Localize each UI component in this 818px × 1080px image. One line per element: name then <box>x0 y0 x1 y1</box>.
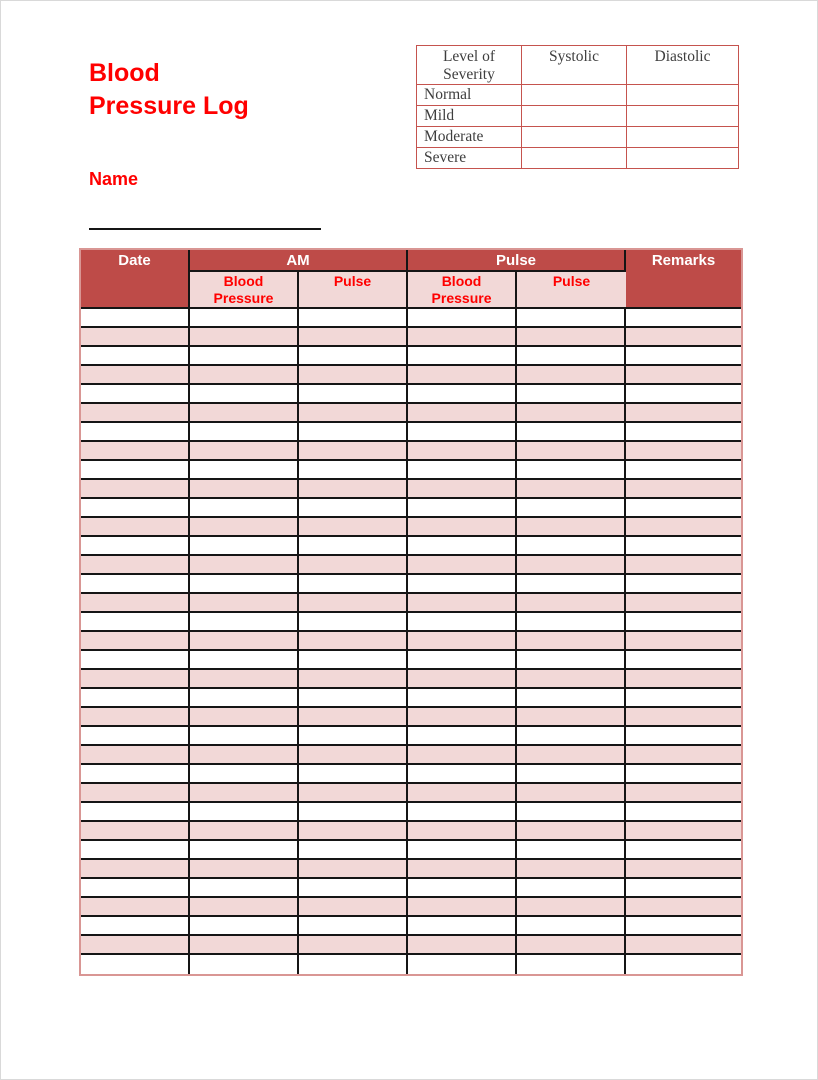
col-header-pulse-group: Pulse <box>408 250 626 272</box>
log-cell-date[interactable] <box>81 917 190 936</box>
log-row <box>81 765 741 784</box>
log-cell-am-pulse[interactable] <box>299 537 408 556</box>
log-cell-pulse-blood-pressure[interactable] <box>408 480 517 499</box>
log-cell-date[interactable] <box>81 784 190 803</box>
log-cell-am-pulse[interactable] <box>299 632 408 651</box>
log-cell-am-blood-pressure[interactable] <box>190 936 299 955</box>
severity-diastolic-cell[interactable] <box>627 127 739 148</box>
log-cell-am-blood-pressure[interactable] <box>190 442 299 461</box>
log-cell-remarks[interactable] <box>626 651 741 670</box>
log-cell-am-blood-pressure[interactable] <box>190 594 299 613</box>
col-subheader-am-pulse <box>299 272 408 309</box>
log-cell-pulse-blood-pressure[interactable] <box>408 879 517 898</box>
log-row <box>81 803 741 822</box>
log-cell-am-pulse[interactable] <box>299 594 408 613</box>
log-cell-remarks[interactable] <box>626 841 741 860</box>
log-cell-pulse-blood-pressure[interactable] <box>408 556 517 575</box>
log-cell-am-blood-pressure[interactable] <box>190 347 299 366</box>
log-cell-pulse-blood-pressure[interactable] <box>408 651 517 670</box>
log-cell-am-blood-pressure[interactable] <box>190 480 299 499</box>
log-cell-date[interactable] <box>81 651 190 670</box>
log-cell-am-blood-pressure[interactable] <box>190 879 299 898</box>
log-cell-am-blood-pressure[interactable] <box>190 499 299 518</box>
log-cell-pulse-blood-pressure[interactable] <box>408 632 517 651</box>
log-cell-am-blood-pressure[interactable] <box>190 727 299 746</box>
log-cell-am-pulse[interactable] <box>299 689 408 708</box>
col-header-remarks: Remarks <box>626 250 741 309</box>
log-cell-remarks[interactable] <box>626 347 741 366</box>
log-cell-remarks[interactable] <box>626 822 741 841</box>
col-header-date: Date <box>81 250 190 309</box>
log-cell-am-pulse[interactable] <box>299 860 408 879</box>
severity-header-level: Level of Severity <box>417 46 522 85</box>
log-cell-pulse-pulse[interactable] <box>517 651 626 670</box>
log-cell-am-pulse[interactable] <box>299 575 408 594</box>
log-cell-pulse-blood-pressure[interactable] <box>408 708 517 727</box>
log-cell-date[interactable] <box>81 632 190 651</box>
log-cell-pulse-pulse[interactable] <box>517 841 626 860</box>
log-header-row-groups <box>81 250 741 272</box>
log-cell-am-pulse[interactable] <box>299 917 408 936</box>
log-row <box>81 879 741 898</box>
log-cell-pulse-blood-pressure[interactable] <box>408 746 517 765</box>
bp-log-table <box>79 248 743 976</box>
log-cell-remarks[interactable] <box>626 613 741 632</box>
log-row <box>81 347 741 366</box>
log-cell-am-blood-pressure[interactable] <box>190 556 299 575</box>
severity-systolic-cell[interactable] <box>522 148 627 169</box>
log-cell-am-pulse[interactable] <box>299 727 408 746</box>
log-cell-remarks[interactable] <box>626 765 741 784</box>
log-cell-pulse-pulse[interactable] <box>517 575 626 594</box>
log-cell-am-blood-pressure[interactable] <box>190 518 299 537</box>
log-cell-pulse-blood-pressure[interactable] <box>408 575 517 594</box>
log-row <box>81 480 741 499</box>
log-cell-am-pulse[interactable] <box>299 347 408 366</box>
log-cell-am-pulse[interactable] <box>299 442 408 461</box>
log-row <box>81 708 741 727</box>
log-row <box>81 575 741 594</box>
log-cell-remarks[interactable] <box>626 575 741 594</box>
log-row <box>81 309 741 328</box>
severity-level-label: Normal <box>417 85 522 106</box>
log-row <box>81 917 741 936</box>
log-cell-pulse-pulse[interactable] <box>517 518 626 537</box>
log-cell-pulse-blood-pressure[interactable] <box>408 765 517 784</box>
name-input-line[interactable] <box>89 208 321 230</box>
log-cell-am-blood-pressure[interactable] <box>190 917 299 936</box>
log-row <box>81 784 741 803</box>
log-cell-remarks[interactable] <box>626 784 741 803</box>
log-cell-pulse-blood-pressure[interactable] <box>408 423 517 442</box>
log-cell-am-pulse[interactable] <box>299 955 408 974</box>
log-cell-remarks[interactable] <box>626 803 741 822</box>
log-row <box>81 841 741 860</box>
log-cell-pulse-blood-pressure[interactable] <box>408 860 517 879</box>
log-cell-remarks[interactable] <box>626 385 741 404</box>
log-cell-pulse-pulse[interactable] <box>517 822 626 841</box>
log-cell-pulse-pulse[interactable] <box>517 404 626 423</box>
page-title-line1: Blood <box>89 59 160 87</box>
log-row <box>81 537 741 556</box>
log-cell-pulse-blood-pressure[interactable] <box>408 309 517 328</box>
log-cell-am-pulse[interactable] <box>299 461 408 480</box>
log-cell-pulse-pulse[interactable] <box>517 594 626 613</box>
log-cell-date[interactable] <box>81 898 190 917</box>
log-row <box>81 594 741 613</box>
col-header-am: AM <box>190 250 408 272</box>
log-cell-am-blood-pressure[interactable] <box>190 537 299 556</box>
log-cell-am-pulse[interactable] <box>299 366 408 385</box>
log-cell-remarks[interactable] <box>626 708 741 727</box>
log-cell-pulse-blood-pressure[interactable] <box>408 936 517 955</box>
severity-row-mild <box>417 106 739 127</box>
log-cell-pulse-blood-pressure[interactable] <box>408 784 517 803</box>
log-cell-date[interactable] <box>81 670 190 689</box>
log-cell-date[interactable] <box>81 689 190 708</box>
log-cell-am-blood-pressure[interactable] <box>190 613 299 632</box>
log-cell-date[interactable] <box>81 746 190 765</box>
log-cell-am-blood-pressure[interactable] <box>190 309 299 328</box>
log-cell-remarks[interactable] <box>626 898 741 917</box>
log-row <box>81 860 741 879</box>
log-cell-date[interactable] <box>81 822 190 841</box>
log-cell-date[interactable] <box>81 955 190 974</box>
log-cell-pulse-pulse[interactable] <box>517 385 626 404</box>
log-row <box>81 898 741 917</box>
log-cell-pulse-pulse[interactable] <box>517 347 626 366</box>
log-cell-pulse-pulse[interactable] <box>517 784 626 803</box>
log-cell-pulse-blood-pressure[interactable] <box>408 594 517 613</box>
log-row <box>81 404 741 423</box>
log-cell-pulse-pulse[interactable] <box>517 898 626 917</box>
log-cell-pulse-pulse[interactable] <box>517 955 626 974</box>
severity-diastolic-cell[interactable] <box>627 148 739 169</box>
log-cell-pulse-pulse[interactable] <box>517 423 626 442</box>
log-cell-pulse-pulse[interactable] <box>517 366 626 385</box>
log-cell-date[interactable] <box>81 594 190 613</box>
log-cell-date[interactable] <box>81 480 190 499</box>
log-cell-date[interactable] <box>81 613 190 632</box>
log-cell-pulse-pulse[interactable] <box>517 708 626 727</box>
log-row <box>81 328 741 347</box>
log-cell-am-blood-pressure[interactable] <box>190 708 299 727</box>
log-cell-pulse-blood-pressure[interactable] <box>408 613 517 632</box>
log-cell-pulse-pulse[interactable] <box>517 537 626 556</box>
log-row <box>81 955 741 974</box>
log-cell-am-pulse[interactable] <box>299 309 408 328</box>
log-cell-pulse-pulse[interactable] <box>517 936 626 955</box>
log-cell-pulse-blood-pressure[interactable] <box>408 803 517 822</box>
log-cell-remarks[interactable] <box>626 461 741 480</box>
log-cell-am-blood-pressure[interactable] <box>190 898 299 917</box>
log-cell-pulse-blood-pressure[interactable] <box>408 385 517 404</box>
log-cell-pulse-pulse[interactable] <box>517 746 626 765</box>
log-cell-am-pulse[interactable] <box>299 708 408 727</box>
log-cell-pulse-pulse[interactable] <box>517 556 626 575</box>
log-cell-remarks[interactable] <box>626 689 741 708</box>
log-cell-remarks[interactable] <box>626 499 741 518</box>
log-cell-pulse-pulse[interactable] <box>517 879 626 898</box>
log-cell-am-pulse[interactable] <box>299 822 408 841</box>
log-row <box>81 385 741 404</box>
log-cell-date[interactable] <box>81 442 190 461</box>
log-cell-remarks[interactable] <box>626 727 741 746</box>
log-cell-remarks[interactable] <box>626 537 741 556</box>
log-cell-am-pulse[interactable] <box>299 480 408 499</box>
log-cell-remarks[interactable] <box>626 594 741 613</box>
log-cell-pulse-blood-pressure[interactable] <box>408 366 517 385</box>
log-cell-am-pulse[interactable] <box>299 328 408 347</box>
log-cell-remarks[interactable] <box>626 632 741 651</box>
log-cell-am-blood-pressure[interactable] <box>190 670 299 689</box>
log-cell-pulse-blood-pressure[interactable] <box>408 518 517 537</box>
log-cell-remarks[interactable] <box>626 936 741 955</box>
log-cell-date[interactable] <box>81 803 190 822</box>
severity-systolic-cell[interactable] <box>522 106 627 127</box>
log-row <box>81 727 741 746</box>
log-cell-am-blood-pressure[interactable] <box>190 765 299 784</box>
log-table-body <box>81 309 741 974</box>
severity-systolic-cell[interactable] <box>522 127 627 148</box>
log-row <box>81 670 741 689</box>
log-cell-date[interactable] <box>81 708 190 727</box>
log-cell-pulse-blood-pressure[interactable] <box>408 955 517 974</box>
log-row <box>81 461 741 480</box>
log-cell-remarks[interactable] <box>626 746 741 765</box>
log-cell-date[interactable] <box>81 841 190 860</box>
log-cell-remarks[interactable] <box>626 480 741 499</box>
log-cell-am-pulse[interactable] <box>299 404 408 423</box>
log-cell-pulse-blood-pressure[interactable] <box>408 328 517 347</box>
severity-row-moderate <box>417 127 739 148</box>
log-row <box>81 936 741 955</box>
col-subheader-pulse-pulse <box>517 272 626 309</box>
severity-row-normal <box>417 85 739 106</box>
log-cell-date[interactable] <box>81 423 190 442</box>
log-cell-remarks[interactable] <box>626 518 741 537</box>
log-cell-am-blood-pressure[interactable] <box>190 632 299 651</box>
severity-table <box>416 45 739 169</box>
log-cell-pulse-pulse[interactable] <box>517 689 626 708</box>
subheader-label: Blood Pressure <box>431 273 492 306</box>
log-cell-pulse-blood-pressure[interactable] <box>408 347 517 366</box>
log-cell-pulse-pulse[interactable] <box>517 917 626 936</box>
log-cell-pulse-blood-pressure[interactable] <box>408 461 517 480</box>
log-cell-remarks[interactable] <box>626 309 741 328</box>
log-cell-remarks[interactable] <box>626 860 741 879</box>
log-cell-pulse-blood-pressure[interactable] <box>408 841 517 860</box>
log-cell-date[interactable] <box>81 347 190 366</box>
log-row <box>81 423 741 442</box>
log-cell-pulse-pulse[interactable] <box>517 632 626 651</box>
log-cell-pulse-pulse[interactable] <box>517 765 626 784</box>
log-cell-am-pulse[interactable] <box>299 556 408 575</box>
page-title <box>89 57 249 123</box>
log-cell-am-blood-pressure[interactable] <box>190 746 299 765</box>
log-cell-pulse-pulse[interactable] <box>517 309 626 328</box>
log-cell-am-blood-pressure[interactable] <box>190 575 299 594</box>
severity-level-label: Severe <box>417 148 522 169</box>
log-cell-am-pulse[interactable] <box>299 423 408 442</box>
log-cell-pulse-pulse[interactable] <box>517 803 626 822</box>
log-cell-am-pulse[interactable] <box>299 784 408 803</box>
severity-level-label: Moderate <box>417 127 522 148</box>
subheader-label: Pulse <box>333 273 372 289</box>
log-cell-date[interactable] <box>81 385 190 404</box>
subheader-label: Pulse <box>552 273 591 289</box>
log-cell-am-pulse[interactable] <box>299 651 408 670</box>
log-cell-am-blood-pressure[interactable] <box>190 784 299 803</box>
log-cell-remarks[interactable] <box>626 917 741 936</box>
log-cell-pulse-blood-pressure[interactable] <box>408 499 517 518</box>
log-cell-am-blood-pressure[interactable] <box>190 404 299 423</box>
log-cell-pulse-pulse[interactable] <box>517 613 626 632</box>
log-cell-am-blood-pressure[interactable] <box>190 689 299 708</box>
log-row <box>81 613 741 632</box>
log-cell-date[interactable] <box>81 328 190 347</box>
log-cell-remarks[interactable] <box>626 423 741 442</box>
name-label: Name <box>89 169 139 189</box>
log-cell-pulse-pulse[interactable] <box>517 499 626 518</box>
log-cell-am-pulse[interactable] <box>299 803 408 822</box>
log-cell-pulse-blood-pressure[interactable] <box>408 404 517 423</box>
log-cell-am-pulse[interactable] <box>299 765 408 784</box>
log-cell-remarks[interactable] <box>626 955 741 974</box>
log-cell-am-pulse[interactable] <box>299 746 408 765</box>
log-cell-date[interactable] <box>81 366 190 385</box>
log-cell-remarks[interactable] <box>626 879 741 898</box>
log-cell-am-pulse[interactable] <box>299 385 408 404</box>
log-cell-date[interactable] <box>81 727 190 746</box>
log-cell-remarks[interactable] <box>626 670 741 689</box>
log-cell-pulse-pulse[interactable] <box>517 727 626 746</box>
log-cell-am-pulse[interactable] <box>299 670 408 689</box>
log-cell-am-blood-pressure[interactable] <box>190 385 299 404</box>
log-cell-date[interactable] <box>81 556 190 575</box>
log-cell-date[interactable] <box>81 879 190 898</box>
log-cell-remarks[interactable] <box>626 404 741 423</box>
col-subheader-am-blood-pressure <box>190 272 299 309</box>
log-cell-remarks[interactable] <box>626 366 741 385</box>
log-cell-pulse-blood-pressure[interactable] <box>408 670 517 689</box>
log-cell-am-blood-pressure[interactable] <box>190 803 299 822</box>
log-cell-am-blood-pressure[interactable] <box>190 366 299 385</box>
log-cell-pulse-pulse[interactable] <box>517 860 626 879</box>
log-row <box>81 822 741 841</box>
log-cell-pulse-blood-pressure[interactable] <box>408 442 517 461</box>
log-cell-date[interactable] <box>81 461 190 480</box>
log-cell-am-blood-pressure[interactable] <box>190 860 299 879</box>
log-cell-am-blood-pressure[interactable] <box>190 822 299 841</box>
log-cell-am-blood-pressure[interactable] <box>190 461 299 480</box>
log-row <box>81 556 741 575</box>
log-row <box>81 689 741 708</box>
log-cell-pulse-blood-pressure[interactable] <box>408 689 517 708</box>
log-row <box>81 746 741 765</box>
log-cell-am-pulse[interactable] <box>299 518 408 537</box>
log-cell-pulse-pulse[interactable] <box>517 461 626 480</box>
severity-diastolic-cell[interactable] <box>627 106 739 127</box>
log-cell-pulse-blood-pressure[interactable] <box>408 537 517 556</box>
subheader-label: Blood Pressure <box>213 273 274 306</box>
log-cell-remarks[interactable] <box>626 328 741 347</box>
log-cell-date[interactable] <box>81 404 190 423</box>
log-cell-pulse-blood-pressure[interactable] <box>408 727 517 746</box>
log-cell-pulse-pulse[interactable] <box>517 442 626 461</box>
log-cell-am-pulse[interactable] <box>299 936 408 955</box>
severity-header-diastolic: Diastolic <box>627 46 739 85</box>
page-title-line2: Pressure Log <box>89 92 249 120</box>
severity-header-row <box>417 46 739 85</box>
log-cell-date[interactable] <box>81 860 190 879</box>
log-row <box>81 518 741 537</box>
log-row <box>81 651 741 670</box>
log-cell-remarks[interactable] <box>626 556 741 575</box>
log-cell-date[interactable] <box>81 575 190 594</box>
log-cell-am-pulse[interactable] <box>299 841 408 860</box>
log-row <box>81 366 741 385</box>
log-cell-am-pulse[interactable] <box>299 879 408 898</box>
log-cell-am-blood-pressure[interactable] <box>190 841 299 860</box>
severity-systolic-cell[interactable] <box>522 85 627 106</box>
severity-row-severe <box>417 148 739 169</box>
log-cell-pulse-blood-pressure[interactable] <box>408 898 517 917</box>
col-subheader-pulse-blood-pressure <box>408 272 517 309</box>
log-cell-am-blood-pressure[interactable] <box>190 423 299 442</box>
log-cell-am-pulse[interactable] <box>299 613 408 632</box>
log-cell-date[interactable] <box>81 499 190 518</box>
log-cell-date[interactable] <box>81 518 190 537</box>
log-cell-date[interactable] <box>81 309 190 328</box>
log-cell-pulse-blood-pressure[interactable] <box>408 917 517 936</box>
severity-level-label: Mild <box>417 106 522 127</box>
log-cell-date[interactable] <box>81 537 190 556</box>
log-cell-am-blood-pressure[interactable] <box>190 955 299 974</box>
log-cell-date[interactable] <box>81 936 190 955</box>
log-cell-am-pulse[interactable] <box>299 898 408 917</box>
log-cell-pulse-blood-pressure[interactable] <box>408 822 517 841</box>
log-cell-am-blood-pressure[interactable] <box>190 651 299 670</box>
severity-diastolic-cell[interactable] <box>627 85 739 106</box>
log-cell-pulse-pulse[interactable] <box>517 328 626 347</box>
log-row <box>81 442 741 461</box>
log-cell-pulse-pulse[interactable] <box>517 670 626 689</box>
log-row <box>81 499 741 518</box>
log-cell-am-blood-pressure[interactable] <box>190 328 299 347</box>
log-cell-pulse-pulse[interactable] <box>517 480 626 499</box>
log-cell-date[interactable] <box>81 765 190 784</box>
log-row <box>81 632 741 651</box>
severity-header-systolic: Systolic <box>522 46 627 85</box>
log-cell-remarks[interactable] <box>626 442 741 461</box>
log-cell-am-pulse[interactable] <box>299 499 408 518</box>
